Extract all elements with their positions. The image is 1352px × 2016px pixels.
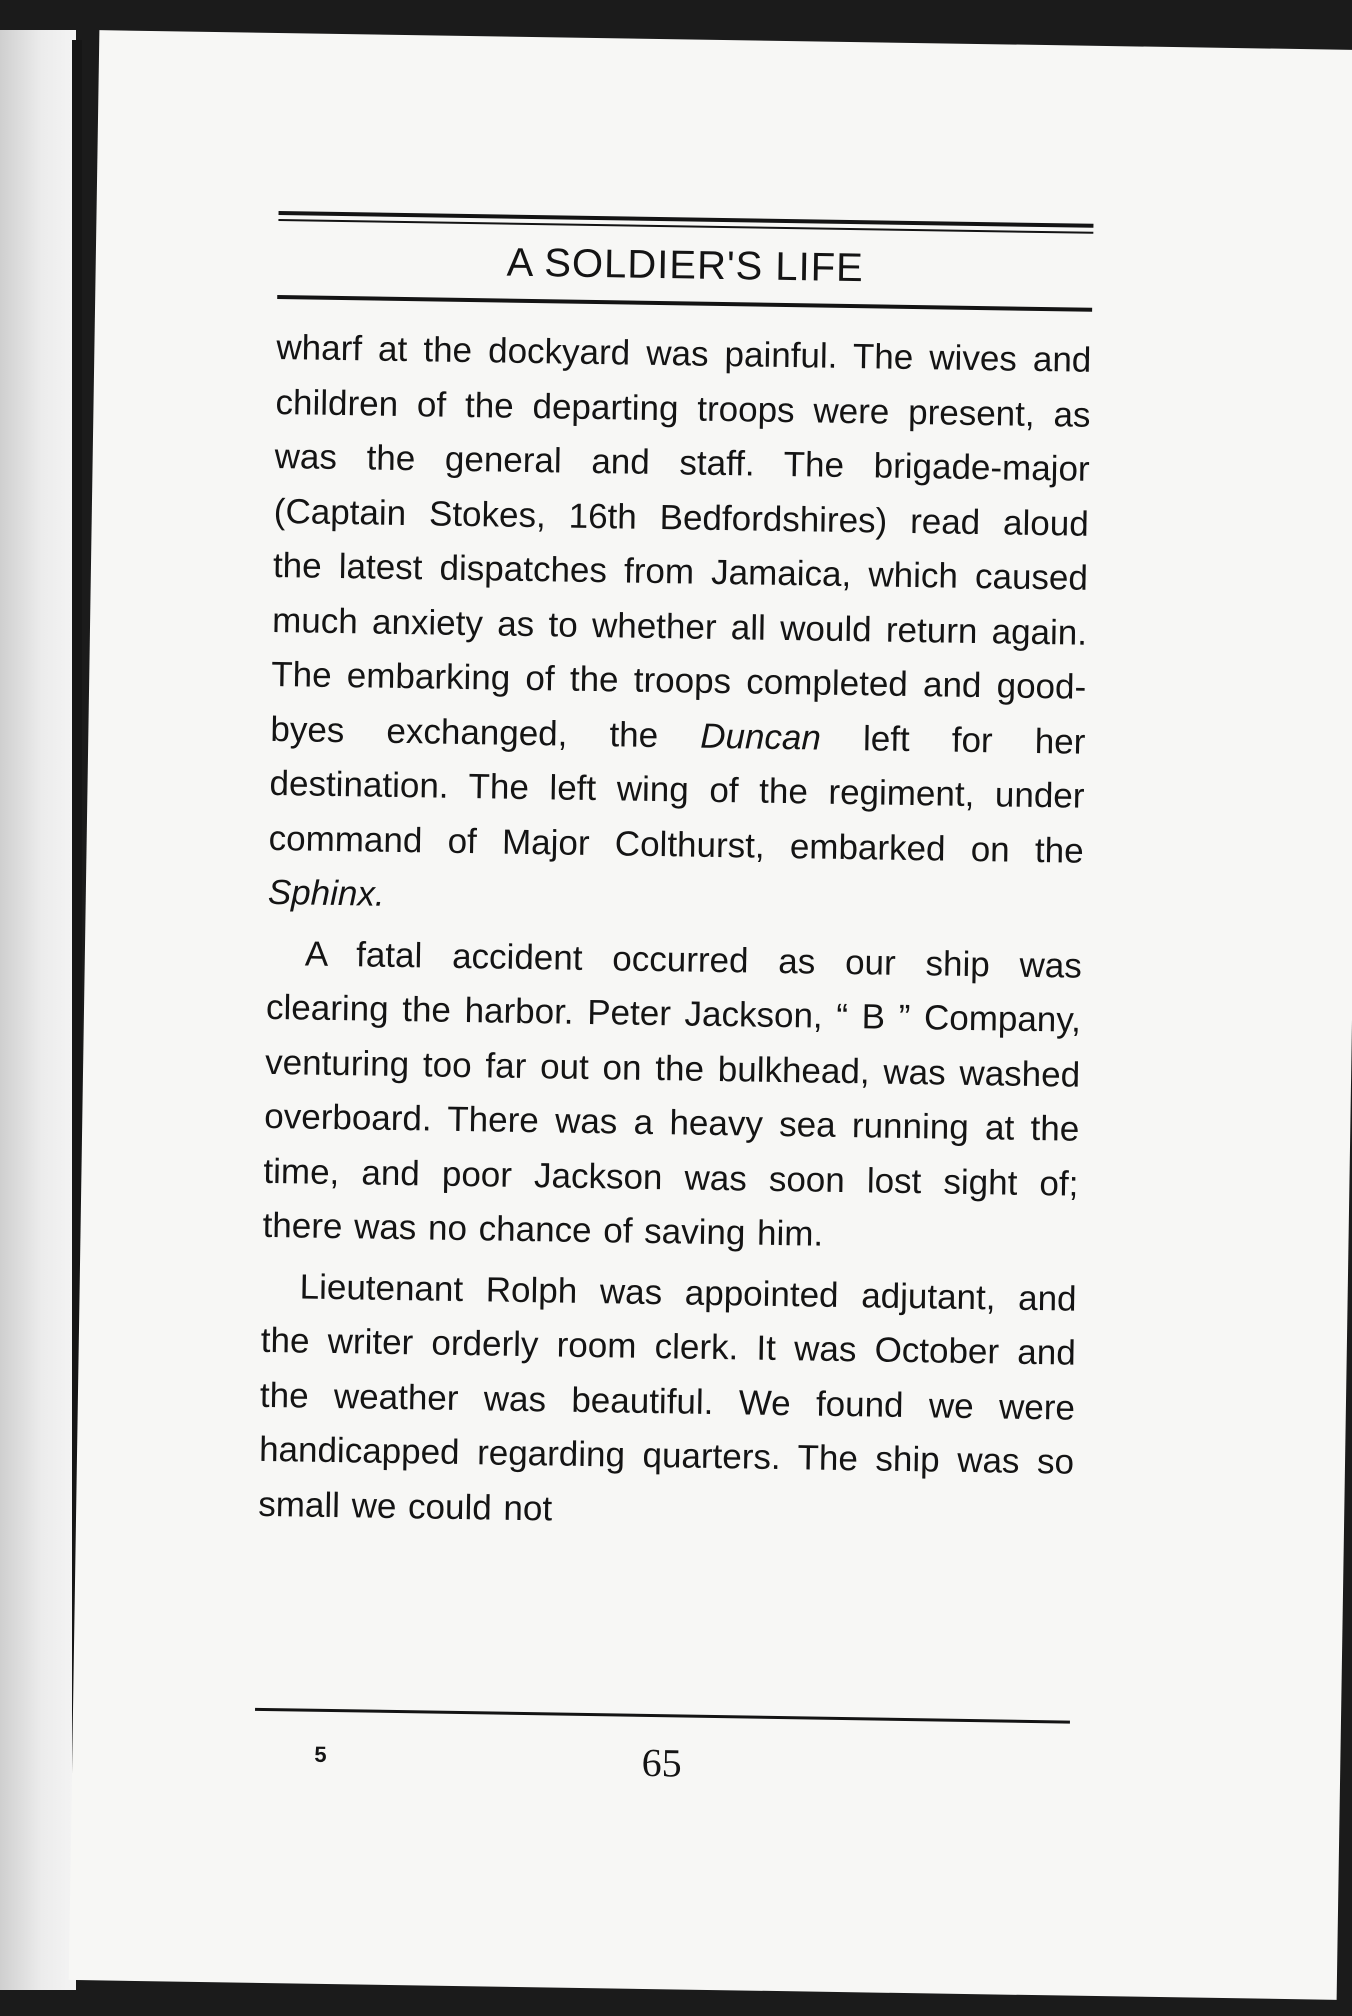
left-page-edge [0,30,76,1990]
running-head: A SOLDIER'S LIFE [506,240,865,291]
footer-rule [255,1708,1070,1724]
book-page [69,30,1352,2000]
header-double-rule [278,211,1093,234]
body-text [258,321,1092,1545]
text-run: wharf at the dockyard was painful. The wives and children of the departing troops were present, as was the general and staff. The brigade-major (Captain Stokes, 16th Bedfordshires) read aloud the latest dispatches from Jamaica, which caused much anxiety as to whether all would return again. The embarking of the troops completed and good-byes exchanged, the [270,327,1092,756]
text-run: Lieutenant Rolph was appointed adjutant, and the writer orderly room clerk. It was October and the weather was beautiful. We found we were handicapped regarding quarters. The ship was so small we could not [257,1266,1077,1528]
ship-name-sphinx: Sphinx. [267,872,385,914]
paragraph [258,1259,1077,1544]
page-number: 65 [641,1739,683,1786]
header-rule [277,295,1092,312]
paragraph [262,926,1082,1266]
signature-mark: 5 [314,1741,327,1767]
text-run: A fatal accident occurred as our ship was clearing the harbor. Peter Jackson, “ B ” Company, venturing too far out on the bulkhead, was washed overboard. There was a heavy sea running at the time, and poor Jackson was soon lost sight of; there was no chance of saving him. [262,934,1083,1254]
paragraph [267,321,1091,933]
page-content [257,211,1094,1786]
text-run: left for her destination. The left wing of the regiment, under command of Major Colthurst, embarked on the [268,718,1086,871]
ship-name-duncan: Duncan [699,716,822,758]
